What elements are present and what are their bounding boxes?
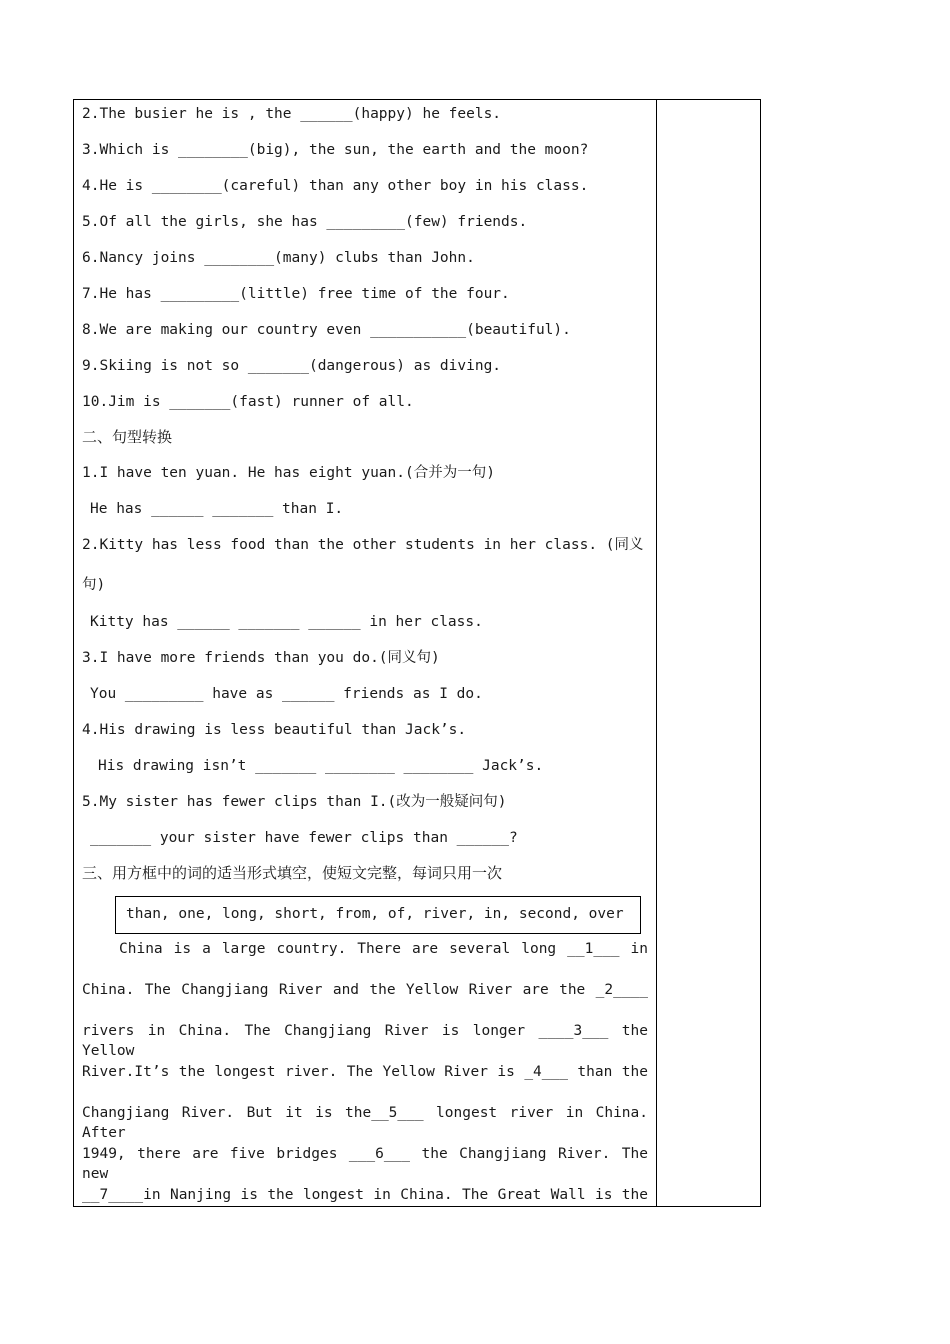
word-box-text: than, one, long, short, from, of, river, in, second, over <box>126 906 624 922</box>
passage-line-2: China. The Changjiang River and the Yellow River are the _2____ <box>82 982 648 998</box>
section3-heading: 三、用方框中的词的适当形式填空，使短文完整，每词只用一次 <box>82 864 503 882</box>
section2-answer-2: Kitty has ______ _______ ______ in her class. <box>90 614 483 630</box>
worksheet-table <box>73 99 761 1207</box>
section2-answer-4: His drawing isn’t _______ ________ ________ Jack’s. <box>98 758 544 774</box>
exercise1-item-4: 4.He is ________(careful) than any other boy in his class. <box>82 178 589 194</box>
notes-column <box>657 100 760 1206</box>
section2-question-4: 4.His drawing is less beautiful than Jack’s. <box>82 722 467 738</box>
exercise1-item-9: 9.Skiing is not so _______(dangerous) as diving. <box>82 358 502 374</box>
passage-line-1: China is a large country. There are several long __1___ in <box>119 941 648 957</box>
exercise1-item-3: 3.Which is ________(big), the sun, the earth and the moon? <box>82 142 589 158</box>
exercise1-item-10: 10.Jim is _______(fast) runner of all. <box>82 394 414 410</box>
section2-answer-1: He has ______ _______ than I. <box>90 501 344 517</box>
exercise1-item-6: 6.Nancy joins ________(many) clubs than John. <box>82 250 475 266</box>
section2-question-5: 5.My sister has fewer clips than I.(改为一般疑问句) <box>82 794 507 810</box>
section2-question-3: 3.I have more friends than you do.(同义句) <box>82 650 440 666</box>
passage-line-7: __7____in Nanjing is the longest in China. The Great Wall is the <box>82 1187 648 1203</box>
exercise1-item-5: 5.Of all the girls, she has _________(few) friends. <box>82 214 528 230</box>
exercise1-item-8: 8.We are making our country even ___________(beautiful). <box>82 322 571 338</box>
section2-question-2: 2.Kitty has less food than the other students in her class. (同义 <box>82 537 644 553</box>
passage-line-4: River.It’s the longest river. The Yellow River is _4___ than the <box>82 1064 648 1080</box>
passage-line-3: rivers in China. The Changjiang River is longer ____3___ the Yellow <box>82 1023 648 1059</box>
passage-line-5: Changjiang River. But it is the__5___ longest river in China. After <box>82 1105 648 1141</box>
section2-question-1: 1.I have ten yuan. He has eight yuan.(合并为一句) <box>82 465 495 481</box>
section2-heading: 二、句型转换 <box>82 428 173 446</box>
section2-answer-5: _______ your sister have fewer clips than ______? <box>90 830 518 846</box>
section2-question-2-cont: 句) <box>82 577 106 593</box>
exercise1-item-7: 7.He has _________(little) free time of the four. <box>82 286 510 302</box>
passage-line-6: 1949, there are five bridges ___6___ the Changjiang River. The new <box>82 1146 648 1182</box>
section2-answer-3: You _________ have as ______ friends as I do. <box>90 686 483 702</box>
exercise1-item-2: 2.The busier he is , the ______(happy) he feels. <box>82 106 502 122</box>
word-box <box>115 896 641 934</box>
